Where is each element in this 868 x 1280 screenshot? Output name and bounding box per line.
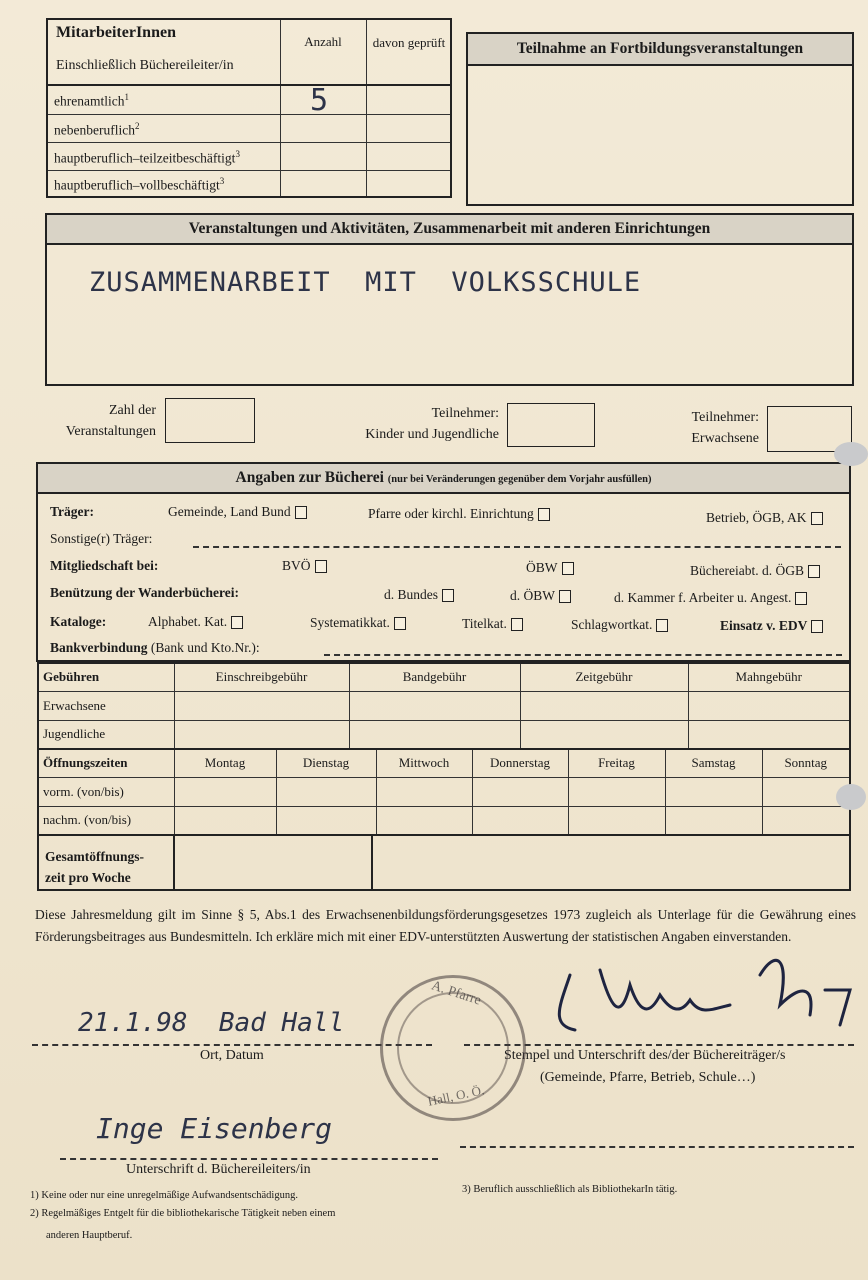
staff-row-label: hauptberuflich–teilzeitbeschäftigt <box>54 150 236 166</box>
mitglied-option[interactable] <box>282 558 327 574</box>
fees-table <box>37 662 851 750</box>
option-label: d. Bundes <box>384 587 438 602</box>
traeger-option[interactable] <box>168 504 307 520</box>
sonstige-line[interactable] <box>193 546 841 548</box>
option-label: Büchereiabt. d. ÖGB <box>690 563 804 578</box>
total-hours-box <box>37 834 851 891</box>
option-label: d. Kammer f. Arbeiter u. Angest. <box>614 590 792 605</box>
fee-cell[interactable] <box>688 691 850 720</box>
bank-label: Bankverbindung <box>50 640 148 655</box>
stamp-text-top: A. Pfarre <box>429 978 483 1009</box>
fees-header-cell: Bandgebühr <box>349 663 520 691</box>
staff-title: MitarbeiterInnen <box>56 24 176 41</box>
checkbox[interactable] <box>562 562 574 575</box>
hours-row-label: nachm. (von/bis) <box>38 806 174 835</box>
footnote-2a: 2) Regelmäßiges Entgelt für die bibliothekarische Tätigkeit neben einem <box>30 1208 336 1219</box>
mitglied-label: Mitgliedschaft bei: <box>50 558 159 573</box>
place-date-handwritten[interactable]: 21.1.98 Bad Hall <box>78 1008 345 1038</box>
fee-cell[interactable] <box>174 720 349 749</box>
checkbox[interactable] <box>231 616 243 629</box>
option-label: Alphabet. Kat. <box>148 614 228 629</box>
checkbox[interactable] <box>538 508 550 521</box>
option-label: ÖBW <box>526 560 558 575</box>
wander-option[interactable] <box>510 588 571 604</box>
hours-cell[interactable] <box>472 806 568 835</box>
stamp-text-bottom: Hall, O. Ö. <box>426 1082 486 1109</box>
place-date-line <box>32 1044 432 1046</box>
fees-row-label: Jugendliche <box>38 720 174 749</box>
hours-row-label: vorm. (von/bis) <box>38 777 174 806</box>
library-title: Angaben zur Bücherei <box>235 469 384 486</box>
label-line: Teilnehmer: <box>431 406 499 421</box>
hours-table <box>37 748 851 836</box>
fee-cell[interactable] <box>349 720 520 749</box>
staff-row-label: ehrenamtlich <box>54 93 125 109</box>
label-line: zeit pro Woche <box>45 870 131 885</box>
option-label: Pfarre oder kirchl. Einrichtung <box>368 506 534 521</box>
checkbox[interactable] <box>295 506 307 519</box>
katalog-option[interactable] <box>462 616 523 632</box>
official-stamp <box>380 975 526 1121</box>
stamp-label: Stempel und Unterschrift des/der Büchereiträger/s <box>504 1048 786 1063</box>
checkbox[interactable] <box>808 565 820 578</box>
staff-col-count: Anzahl <box>304 34 342 49</box>
footnote-2b: anderen Hauptberuf. <box>46 1230 133 1241</box>
bank-note: (Bank und Kto.Nr.): <box>150 640 260 655</box>
staff-row <box>48 143 450 171</box>
hours-cell[interactable] <box>376 777 472 806</box>
option-label: Titelkat. <box>462 616 507 631</box>
fee-cell[interactable] <box>688 720 850 749</box>
traeger-option[interactable] <box>368 506 550 522</box>
hours-cell[interactable] <box>276 806 376 835</box>
wander-option[interactable] <box>384 587 454 603</box>
bank-line[interactable] <box>324 654 842 656</box>
option-label: d. ÖBW <box>510 588 555 603</box>
checkbox[interactable] <box>394 617 406 630</box>
katalog-option[interactable] <box>148 614 243 630</box>
kids-count-label <box>330 403 499 445</box>
traeger-label: Träger: <box>50 504 94 519</box>
leader-handwritten[interactable]: Inge Eisenberg <box>96 1112 333 1145</box>
staff-row <box>48 115 450 143</box>
training-box <box>466 32 854 206</box>
wander-label: Benützung der Wanderbücherei: <box>50 585 240 600</box>
events-count-label <box>48 400 156 442</box>
hours-header-cell: Donnerstag <box>472 749 568 777</box>
hours-cell[interactable] <box>762 806 850 835</box>
total-hours-label <box>45 846 144 888</box>
checkbox[interactable] <box>315 560 327 573</box>
hours-header-cell: Montag <box>174 749 276 777</box>
hours-cell[interactable] <box>174 806 276 835</box>
footnote-ref: 1 <box>124 92 129 102</box>
fee-cell[interactable] <box>349 691 520 720</box>
fees-header-cell: Mahngebühr <box>688 663 850 691</box>
staff-subtitle: Einschließlich Büchereileiter/in <box>56 58 234 73</box>
staff-col-checked: davon geprüft <box>372 35 446 50</box>
hours-header-cell: Freitag <box>568 749 665 777</box>
option-label: Gemeinde, Land Bund <box>168 504 291 519</box>
hours-cell[interactable] <box>665 806 762 835</box>
staff-row <box>48 171 450 196</box>
library-box <box>36 462 851 662</box>
hours-header-cell: Öffnungszeiten <box>38 749 174 777</box>
checkbox[interactable] <box>656 619 668 632</box>
fees-header-cell: Gebühren <box>38 663 174 691</box>
bank-row <box>50 640 260 656</box>
label-line: Veranstaltungen <box>65 424 156 439</box>
footnote-ref: 3 <box>235 149 240 159</box>
hours-header-cell: Sonntag <box>762 749 850 777</box>
fee-cell[interactable] <box>174 691 349 720</box>
checkbox[interactable] <box>511 618 523 631</box>
leader-sign-line <box>60 1158 438 1160</box>
footnote-ref: 3 <box>219 176 225 186</box>
library-title-bar <box>38 464 849 494</box>
footnote-3: 3) Beruflich ausschließlich als BibliothekarIn tätig. <box>462 1184 678 1195</box>
footnote-1: 1) Keine oder nur eine unregelmäßige Aufwandsentschädigung. <box>30 1190 298 1201</box>
footnote-ref: 2 <box>134 121 140 131</box>
option-label: Einsatz v. EDV <box>720 618 808 633</box>
total-hours-field[interactable] <box>173 834 373 891</box>
hours-cell[interactable] <box>376 806 472 835</box>
staff-row <box>48 83 450 118</box>
fee-cell[interactable] <box>520 691 688 720</box>
option-label: Schlagwortkat. <box>571 617 653 632</box>
adults-count-label <box>640 407 759 449</box>
hours-cell[interactable] <box>568 806 665 835</box>
option-label: Systematikkat. <box>310 615 390 630</box>
checkbox[interactable] <box>811 620 823 633</box>
punch-hole <box>834 442 868 466</box>
wander-option[interactable] <box>614 590 807 606</box>
right-sign-line <box>460 1146 854 1148</box>
hours-cell[interactable] <box>665 777 762 806</box>
traeger-option[interactable] <box>706 510 823 526</box>
option-label: BVÖ <box>282 558 311 573</box>
mitglied-option[interactable] <box>690 563 820 579</box>
place-date-label: Ort, Datum <box>200 1048 264 1063</box>
staff-count-value[interactable]: 5 <box>310 83 329 118</box>
events-count-field[interactable] <box>165 398 255 443</box>
option-label: Betrieb, ÖGB, AK <box>706 510 807 525</box>
label-line: Zahl der <box>108 403 156 418</box>
checkbox[interactable] <box>811 512 823 525</box>
hours-cell[interactable] <box>276 777 376 806</box>
kids-count-field[interactable] <box>507 403 595 447</box>
declaration-text: Diese Jahresmeldung gilt im Sinne § 5, Abs.1 des Erwachsenenbildungsförderungsgesetzes 1973 zugleich als Unterlage für die Gewährung eines Förderungsbeitrages aus Bundesmitteln. Ich erkläre mich mit einer EDV-unterstützten Auswertung der statistischen Angaben einverstanden. <box>35 907 856 944</box>
katalog-label: Kataloge: <box>50 614 107 629</box>
staff-row-label: hauptberuflich–vollbeschäftigt <box>54 177 220 193</box>
sonstige-label: Sonstige(r) Träger: <box>50 531 153 546</box>
hours-cell[interactable] <box>472 777 568 806</box>
stamp-note: (Gemeinde, Pfarre, Betrieb, Schule…) <box>540 1070 756 1085</box>
leader-sign-label: Unterschrift d. Büchereileiters/in <box>126 1162 311 1177</box>
katalog-option[interactable] <box>571 617 668 633</box>
fees-header-cell: Einschreibgebühr <box>174 663 349 691</box>
fees-row-label: Erwachsene <box>38 691 174 720</box>
checkbox[interactable] <box>442 589 454 602</box>
events-box <box>45 213 854 386</box>
edv-option[interactable] <box>720 618 823 634</box>
label-line: Gesamtöffnungs- <box>45 849 145 864</box>
hours-cell[interactable] <box>568 777 665 806</box>
library-title-note: (nur bei Veränderungen gegenüber dem Vorjahr ausfüllen) <box>387 474 652 485</box>
hours-header-cell: Samstag <box>665 749 762 777</box>
signature-scribble <box>540 945 860 1035</box>
punch-hole <box>836 784 866 810</box>
mitglied-option[interactable] <box>526 560 574 576</box>
hours-header-cell: Mittwoch <box>376 749 472 777</box>
staff-row-label: nebenberuflich <box>54 122 135 138</box>
label-line: Teilnehmer: <box>691 410 759 425</box>
fee-cell[interactable] <box>520 720 688 749</box>
hours-cell[interactable] <box>174 777 276 806</box>
staff-table <box>46 18 452 198</box>
label-line: Kinder und Jugendliche <box>365 427 499 442</box>
checkbox[interactable] <box>795 592 807 605</box>
events-title: Veranstaltungen und Aktivitäten, Zusammenarbeit mit anderen Einrichtungen <box>47 215 852 245</box>
events-handwritten[interactable]: ZUSAMMENARBEIT MIT VOLKSSCHULE <box>89 267 642 298</box>
fees-header-cell: Zeitgebühr <box>520 663 688 691</box>
checkbox[interactable] <box>559 590 571 603</box>
training-title: Teilnahme an Fortbildungsveranstaltungen <box>468 34 852 66</box>
katalog-option[interactable] <box>310 615 406 631</box>
hours-header-cell: Dienstag <box>276 749 376 777</box>
label-line: Erwachsene <box>691 431 759 446</box>
